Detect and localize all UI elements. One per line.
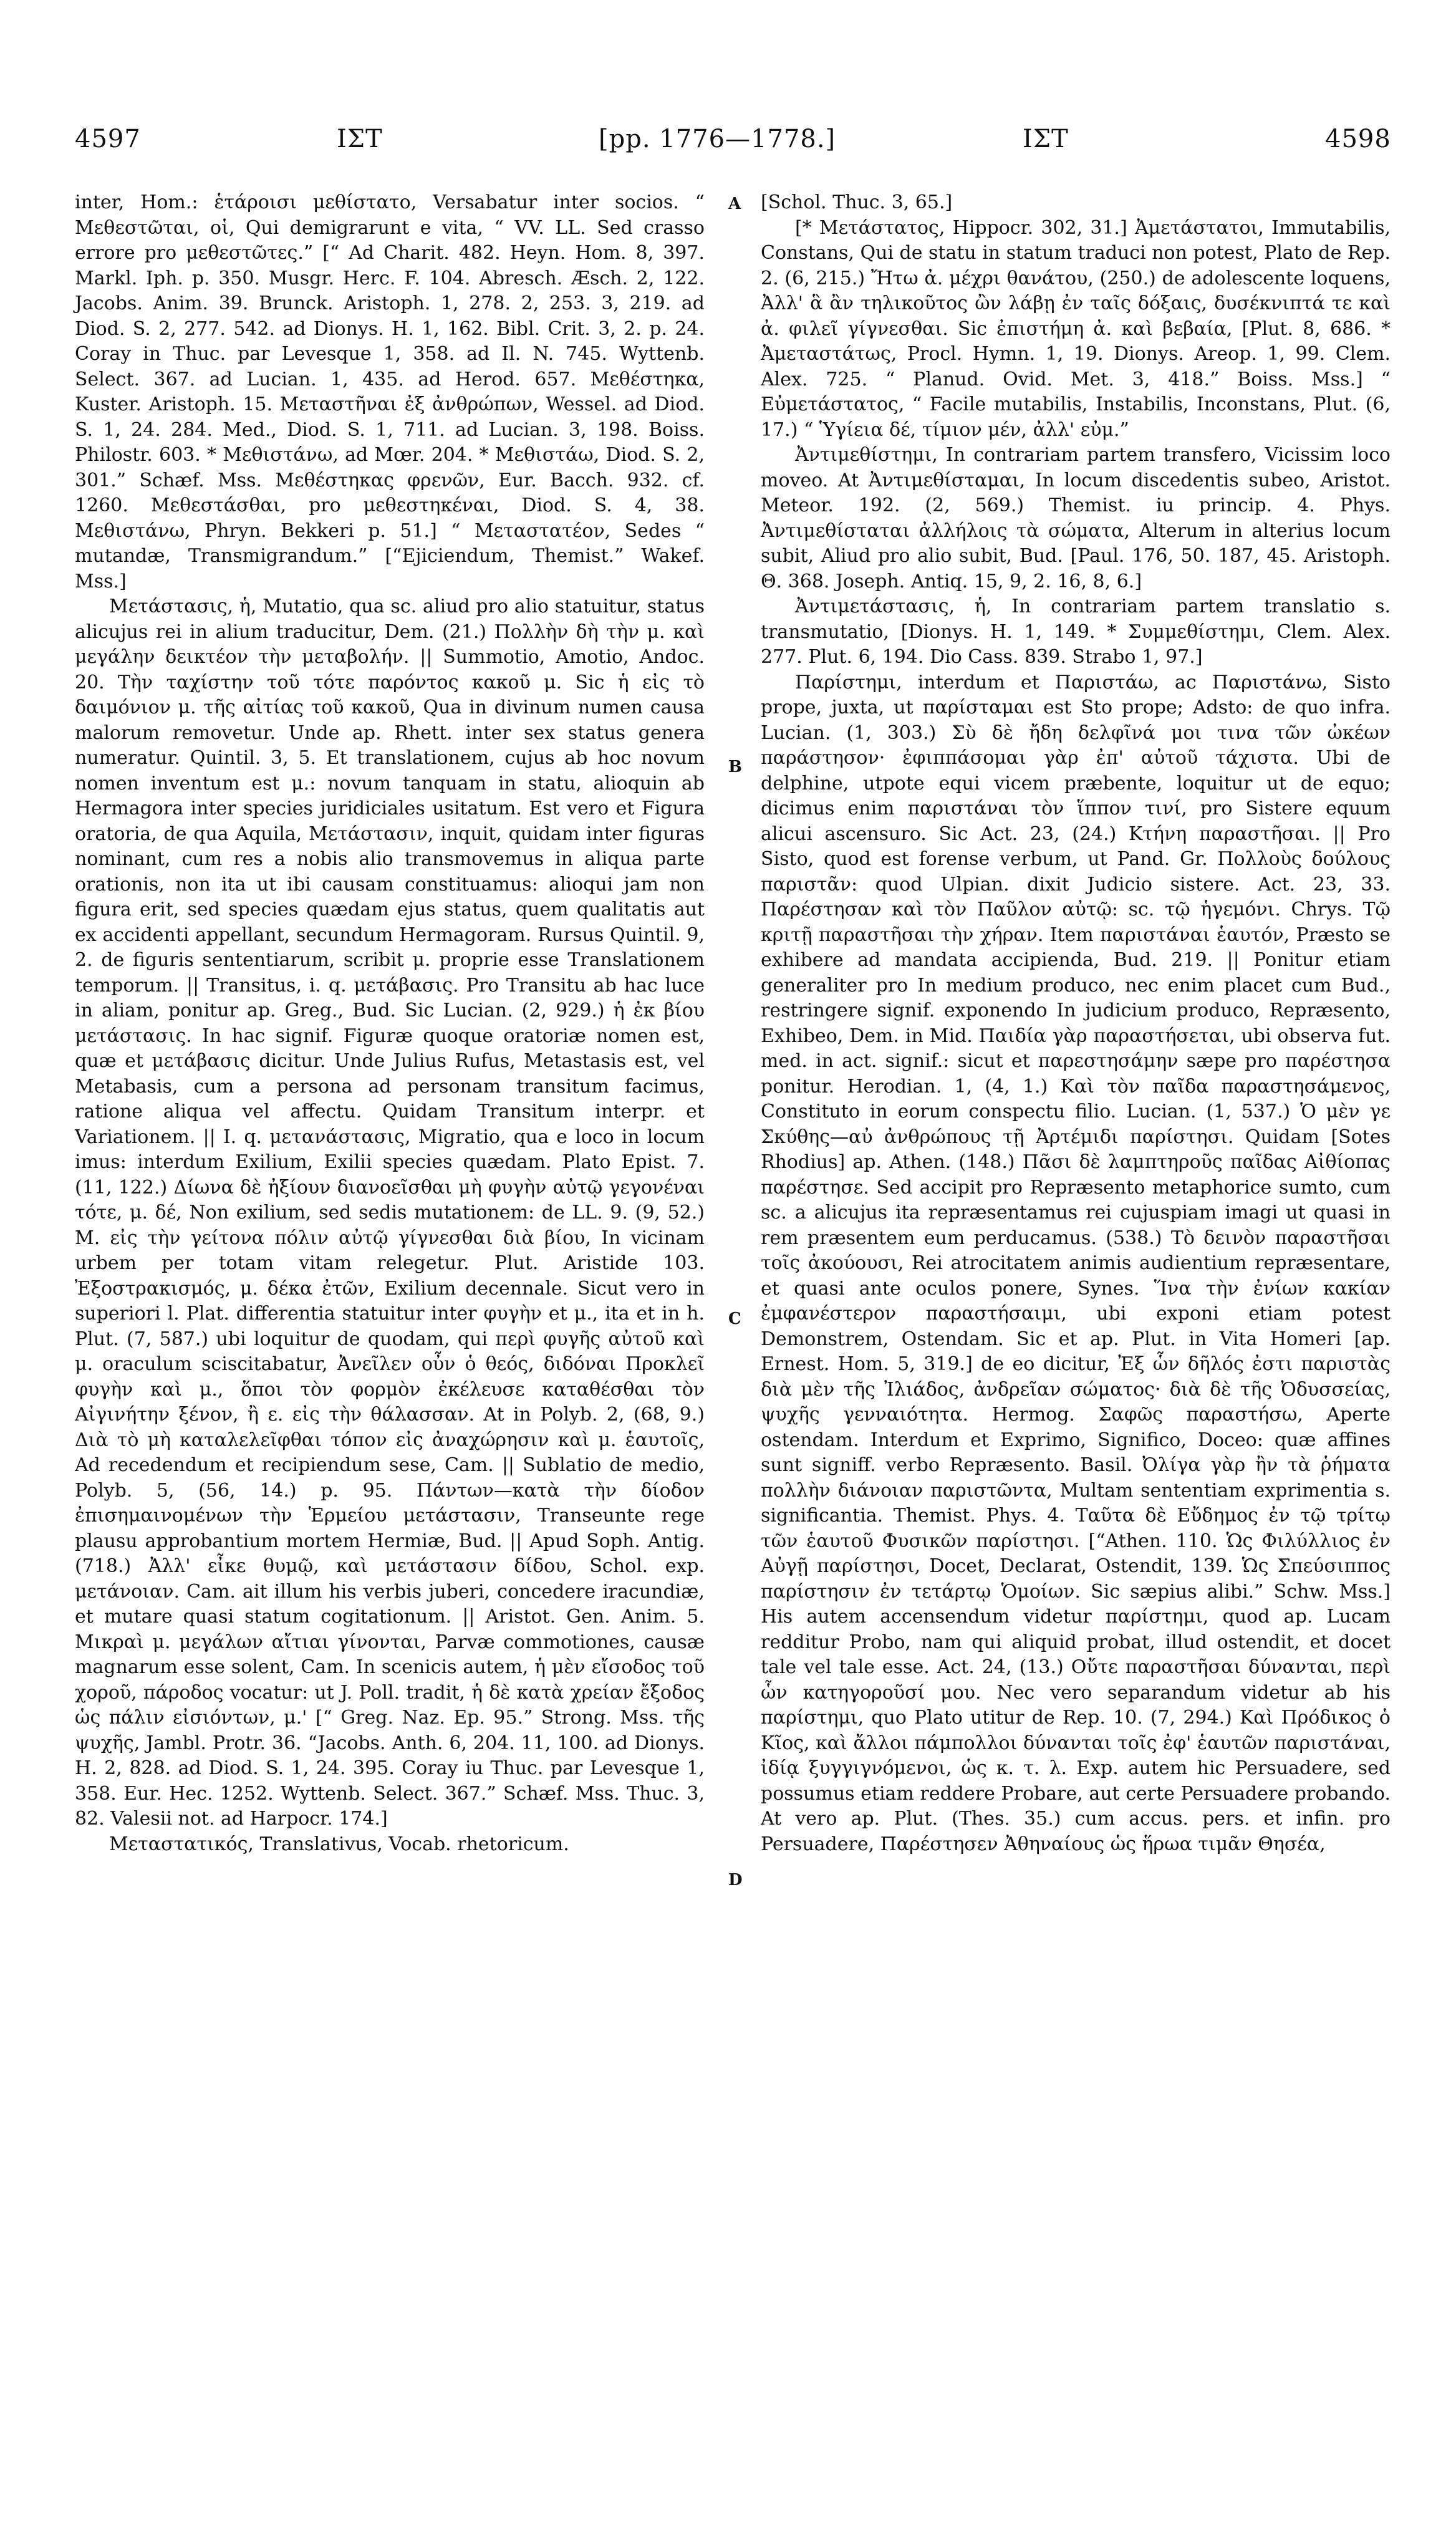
entry-metastatikos: Μεταστατικός, Translativus, Vocab. rhetoricum. bbox=[109, 1833, 569, 1855]
entry-methistemi-continued: inter, Hom.: ἑτάροισι μεθίστατο, Versabatur inter socios. “ Μεθεστῶται, οἱ, Qui demigrarunt e vita, “ VV. LL. Sed crasso errore pro μεθεστῶτες.” [“ Ad Charit. 482. Heyn. Hom. 8, 397. Markl. Iph. p. 350. Musgr. Herc. F. 104. Abresch. Æsch. 2, 122. Jacobs. Anim. 39. Brunck. Aristoph. 1, 278. 2, 253. 3, 219. ad Diod. S. 2, 277. 542. ad Dionys. H. 1, 162. Bibl. Crit. 3, 2. p. 24. Coray in Thuc. par Levesque 1, 358. ad Il. N. 745. Wyttenb. Select. 367. ad Lucian. 1, 435. ad Herod. 657. Μεθέστηκα, Kuster. Aristoph. 15. Μεταστῆναι ἐξ ἀνθρώπων, Wessel. ad Diod. S. 1, 24. 284. Med., Diod. S. 1, 711. ad Lucian. 3, 198. Boiss. Philostr. 603. * Μεθιστάνω, ad Mœr. 204. * Μεθιστάω, Diod. S. 2, 301.” Schæf. Mss. Μεθέστηκας φρενῶν, Eur. Bacch. 932. cf. 1260. Μεθεστάσθαι, pro μεθεστηκέναι, Diod. S. 4, 38. Μεθιστάνω, Phryn. Bekkeri p. 51.] “ Μεταστατέον, Sedes “ mutandæ, Transmigrandum.” [“Ejiciendum, Themist.” Wakef. Mss.] bbox=[75, 191, 705, 592]
entry-antimetastasis: Ἀντιμετάστασις, ἡ, In contrariam partem translatio s. transmutatio, [Dionys. H. 1, 149. * Συμμεθίστημι, Clem. Alex. 277. Plut. 6, 194. Dio Cass. 839. Strabo 1, 97.] bbox=[761, 596, 1391, 668]
entry-ametastatos: [* Μετάστατος, Hippocr. 302, 31.] Ἀμετάστατοι, Immutabilis, Constans, Qui de statu in statum traduci non potest, Plato de Rep. 2. (6, 215.) Ἤτω ἀ. μέχρι θανάτου, (250.) de adolescente loquens, Ἀλλ' ἃ ἂν τηλικοῦτος ὢν λάβῃ ἐν ταῖς δόξαις, δυσέκνιπτά τε καὶ ἀ. φιλεῖ γίγνεσθαι. Sic ἐπιστήμη ἀ. καὶ βεβαία, [Plut. 8, 686. * Ἀμεταστάτως, Procl. Hymn. 1, 19. Dionys. Areop. 1, 99. Clem. Alex. 725. “ Planud. Ovid. Met. 3, 418.” Boiss. Mss.] “ Εὐμετάστατος, “ Facile mutabilis, Instabilis, Inconstans, Plut. (6, 17.) “ Ὑγίεια δέ, τίμιον μέν, ἀλλ' εὐμ.” bbox=[761, 216, 1391, 441]
left-column bbox=[75, 190, 705, 1857]
margin-marker-b: B bbox=[728, 758, 742, 776]
margin-marker-c: C bbox=[728, 1310, 741, 1328]
page-number-left: 4597 bbox=[75, 125, 141, 153]
page-number-right: 4598 bbox=[1325, 125, 1391, 153]
margin-marker-d: D bbox=[728, 1871, 743, 1889]
signature-left: ΙΣΤ bbox=[337, 125, 383, 153]
entry-scholion-note: [Schol. Thuc. 3, 65.] bbox=[761, 191, 953, 213]
entry-metastasis: Μετάστασις, ἡ, Mutatio, qua sc. aliud pro alio statuitur, status alicujus rei in alium traducitur, Dem. (21.) Πολλὴν δὴ τὴν μ. καὶ μεγάλην δεικτέον τὴν μεταβολήν. || Summotio, Amotio, Andoc. 20. Τὴν ταχίστην τοῦ τότε παρόντος κακοῦ μ. Sic ἡ εἰς τὸ δαιμόνιον μ. τῆς αἰτίας τοῦ κακοῦ, Qua in divinum numen causa malorum removetur. Unde ap. Rhett. inter sex status genera numeratur. Quintil. 3, 5. Et translationem, cujus ab hoc novum nomen inventum est μ.: novum tanquam in statu, alioquin ab Hermagora inter species juridiciales usitatum. Est vero et Figura oratoria, de qua Aquila, Μετάστασιν, inquit, quidam inter figuras nominant, cum res a nobis alio transmovemus in aliqua parte orationis, non ita ut ibi causam constituamus: alioqui jam non figura erit, sed species quædam ejus status, quem qualitatis aut ex accidenti appellant, secundum Hermagoram. Rursus Quintil. 9, 2. de figuris sententiarum, scribit μ. proprie esse Translationem temporum. || Transitus, i. q. μετάβασις. Pro Transitu ab hac luce in aliam, ponitur ap. Greg., Bud. Sic Lucian. (2, 929.) ἡ ἐκ βίου μετάστασις. In hac signif. Figuræ quoque oratoriæ nomen est, quæ et μετάβασις dicitur. Unde Julius Rufus, Metastasis est, vel Metabasis, cum a persona ad personam transitum facimus, ratione aliqua vel affectu. Quidam Transitum interpr. et Variationem. || I. q. μετανάστασις, Migratio, qua e loco in locum imus: interdum Exilium, Exilii species quædam. Plato Epist. 7. (11, 122.) Δίωνα δὲ ἠξίουν διανοεῖσθαι μὴ φυγὴν αὐτῷ γεγονέναι τότε, μ. δέ, Non exilium, sed sedis mutationem: de LL. 9. (9, 52.) M. εἰς τὴν γείτονα πόλιν αὐτῷ γίγνεσθαι διὰ βίου, In vicinam urbem per totam vitam relegetur. Plut. Aristide 103. Ἐξοστρακισμός, μ. δέκα ἐτῶν, Exilium decennale. Sicut vero in superiori l. Plat. differentia statuitur inter φυγὴν et μ., ita et in h. Plut. (7, 587.) ubi loquitur de quodam, qui περὶ φυγῆς αὐτοῦ καὶ μ. oraculum sciscitabatur, Ἀνεῖλεν οὖν ὁ θεός, διδόναι Προκλεῖ φυγὴν καὶ μ., ὅποι τὸν φορμὸν ἐκέλευσε καταθέσθαι τὸν Αἰγινήτην ξένον, ἢ ε. εἰς τὴν θάλασσαν. At in Polyb. 2, (68, 9.) Διὰ τὸ μὴ καταλελεῖφθαι τόπον εἰς ἀναχώρησιν καὶ μ. ἑαυτοῖς, Ad recedendum et recipiendum sese, Cam. || Sublatio de medio, Polyb. 5, (56, 14.) p. 95. Πάντων—κατὰ τὴν δίοδον ἐπισημαινομένων τὴν Ἑρμείου μετάστασιν, Transeunte rege plausu approbantium mortem Hermiæ, Bud. || Apud Soph. Antig. (718.) Ἀλλ' εἶκε θυμῷ, καὶ μετάστασιν δίδου, Schol. exp. μετάνοιαν. Cam. ait illum his verbis juberi, concedere iracundiæ, et mutare quasi statum cogitationum. || Aristot. Gen. Anim. 5. Μικραὶ μ. μεγάλων αἴτιαι γίνονται, Parvæ commotiones, causæ magnarum esse solent, Cam. In scenicis autem, ἡ μὲν εἴσοδος τοῦ χοροῦ, πάροδος vocatur: ut J. Poll. tradit, ἡ δὲ κατὰ χρείαν ἔξοδος ὡς πάλιν εἰσιόντων, μ.' [“ Greg. Naz. Ep. 95.” Strong. Mss. τῆς ψυχῆς, Jambl. Protr. 36. “Jacobs. Anth. 6, 204. 11, 100. ad Dionys. H. 2, 828. ad Diod. S. 1, 24. 395. Coray iu Thuc. par Levesque 1, 358. Eur. Hec. 1252. Wyttenb. Select. 367.” Schæf. Mss. Thuc. 3, 82. Valesii not. ad Harpocr. 174.] bbox=[75, 596, 705, 1830]
entry-paristemi: Παρίστημι, interdum et Παριστάω, ac Παριστάνω, Sisto prope, juxta, ut παρίσταμαι est Sto prope; Adsto: de quo infra. Lucian. (1, 303.) Σὺ δὲ ἤδη δελφῖνά μοι τινα τῶν ὠκέων παράστησον· ἐφιππάσομαι γὰρ ἐπ' αὐτοῦ τάχιστα. Ubi de delphine, utpote equi vicem præbente, loquitur ut de equo; dicimus enim παριστάναι τὸν ἵππον τινί, pro Sistere equum alicui ascensuro. Sic Act. 23, (24.) Κτήνη παραστῆσαι. || Pro Sisto, quod est forense verbum, ut Pand. Gr. Πολλοὺς δούλους παριστᾶν: quod Ulpian. dixit Judicio sistere. Act. 23, 33. Παρέστησαν καὶ τὸν Παῦλον αὐτῷ: sc. τῷ ἡγεμόνι. Chrys. Τῷ κριτῇ παραστῆσαι τὴν χήραν. Item παριστάναι ἑαυτόν, Præsto se exhibere ad mandata accipienda, Bud. 219. || Ponitur etiam generaliter pro In medium produco, nec enim placet cum Bud., restringere signif. exponendo In judicium produco, Repræsento, Exhibeo, Dem. in Mid. Παιδία γὰρ παραστήσεται, ubi observa fut. med. in act. signif.: sicut et παρεστησάμην sæpe pro παρέστησα ponitur. Herodian. 1, (4, 1.) Καὶ τὸν παῖδα παραστησάμενος, Constituto in eorum conspectu filio. Lucian. (1, 537.) Ὁ μὲν γε Σκύθης—αὐ ἀνθρώπους τῇ Ἀρτέμιδι παρίστησι. Quidam [Sotes Rhodius] ap. Athen. (148.) Πᾶσι δὲ λαμπτηροῦς παῖδας Αἰθίοπας παρέστησε. Sed accipit pro Repræsento metaphorice sumto, cum sc. a alicujus ita repræsentamus rei cujuspiam imagi ut quasi in rem præsentem eum perducamus. (538.) Τὸ δεινὸν παραστῆσαι τοῖς ἀκούουσι, Rei atrocitatem animis audientium repræsentare, et quasi ante oculos ponere, Synes. Ἵνα τὴν ἐνίων κακίαν ἐμφανέστερον παραστήσαιμι, ubi exponi etiam potest Demonstrem, Ostendam. Sic et ap. Plut. in Vita Homeri [ap. Ernest. Hom. 5, 319.] de eo dicitur, Ἐξ ὧν δῆλός ἐστι παριστὰς διὰ μὲν τῆς Ἰλιάδος, ἀνδρεῖαν σώματος· διὰ δὲ τῆς Ὀδυσσείας, ψυχῆς γενναιότητα. Hermog. Σαφῶς παραστήσω, Aperte ostendam. Interdum et Exprimo, Significo, Doceo: quæ affines sunt signiff. verbo Repræsento. Basil. Ὀλίγα γὰρ ἢν τὰ ῥήματα πολλὴν διάνοιαν παριστῶντα, Multam sententiam exprimentia s. significantia. Themist. Phys. 4. Ταῦτα δὲ Εὔδημος ἐν τῷ τρίτῳ τῶν ἑαυτοῦ Φυσικῶν παρίστησι. [“Athen. 110. Ὡς Φιλύλλιος ἐν Αὐγῇ παρίστησι, Docet, Declarat, Ostendit, 139. Ὡς Σπεύσιππος παρίστησιν ἐν τετάρτῳ Ὁμοίων. Sic sæpius alibi.” Schw. Mss.] His autem accensendum videtur παρίστημι, quod ap. Lucam redditur Probo, nam qui aliquid probat, illud ostendit, et docet tale vel tale esse. Act. 24, (13.) Οὔτε παραστῆσαι δύνανται, περὶ ὧν κατηγοροῦσί μου. Nec vero separandum videtur ab his παρίστημι, quo Plato utitur de Rep. 10. (7, 294.) Καὶ Πρόδικος ὁ Κῖος, καὶ ἄλλοι πάμπολλοι δύνανται τοῖς ἐφ' ἑαυτῶν παριστάναι, ἰδίᾳ ξυγγιγνόμενοι, ὡς κ. τ. λ. Exp. autem hic Persuadere, sed possumus etiam reddere Probare, aut certe Persuadere probando. At vero ap. Plut. (Thes. 35.) cum accus. pers. et infin. pro Persuadere, Παρέστησεν Ἀθηναίους ὡς ἥρωα τιμᾶν Θησέα, bbox=[761, 671, 1391, 1855]
right-column bbox=[761, 190, 1391, 1857]
pages-reference: [pp. 1776—1778.] bbox=[599, 125, 836, 153]
margin-marker-a: A bbox=[728, 195, 741, 213]
signature-right: ΙΣΤ bbox=[1023, 125, 1069, 153]
entry-antimethistemi: Ἀντιμεθίστημι, In contrariam partem transfero, Vicissim loco moveo. At Ἀντιμεθίσταμαι, In locum discedentis subeo, Aristot. Meteor. 192. (2, 569.) Themist. iu princip. 4. Phys. Ἀντιμεθίσταται ἀλλήλοις τὰ σώματα, Alterum in alterius locum subit, Aliud pro alio subit, Bud. [Paul. 176, 50. 187, 45. Aristoph. Θ. 368. Joseph. Antiq. 15, 9, 2. 16, 8, 6.] bbox=[761, 444, 1391, 592]
